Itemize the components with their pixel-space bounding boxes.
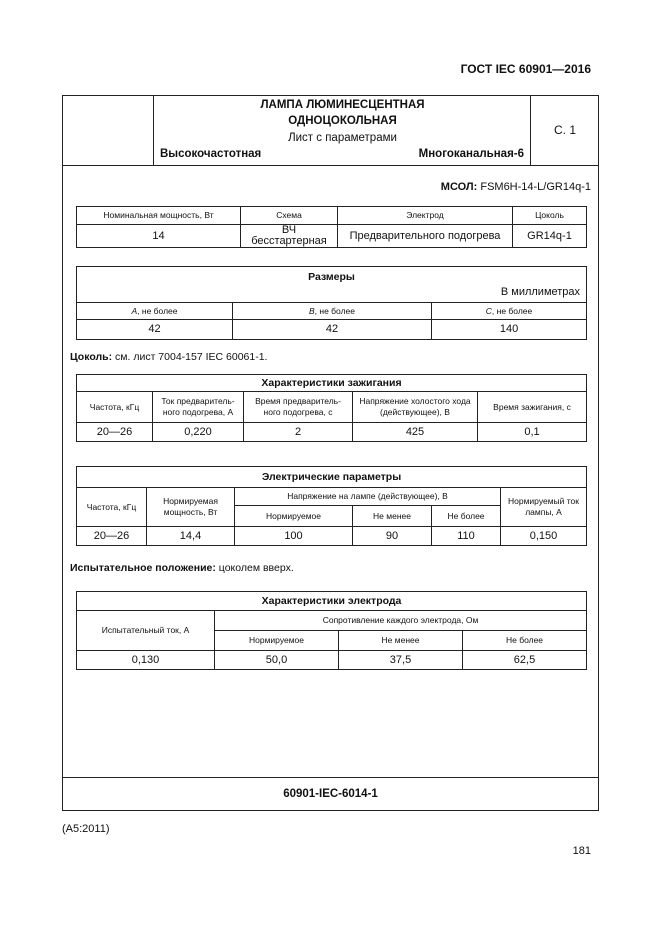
value-preheat-current: 0,220 [153, 423, 244, 442]
electrical-title: Электрические параметры [77, 467, 587, 488]
header-divider [62, 165, 599, 166]
amendment-note: (A5:2011) [62, 823, 110, 835]
dimensions-table [76, 266, 587, 340]
title-line-1: ЛАМПА ЛЮМИНЕСЦЕНТНАЯ [260, 99, 425, 111]
value-open-voltage: 425 [353, 423, 478, 442]
header-res-min: Не менее [339, 631, 463, 651]
value-electrode: Предварительного подогрева [338, 225, 513, 248]
dimensions-unit: В миллиметрах [500, 286, 581, 298]
value-power: 14 [77, 225, 241, 248]
header-left-cell [62, 95, 154, 165]
header-preheat-current: Ток предваритель- ного подогрева, А [153, 392, 244, 423]
value-cap: GR14q-1 [513, 225, 587, 248]
value-ignition-time: 0,1 [478, 423, 587, 442]
msol-value: FSM6H-14-L/GR14q-1 [480, 181, 591, 193]
footer-code: 60901-IEC-6014-1 [283, 788, 378, 800]
general-table [76, 206, 587, 248]
value-preheat-time: 2 [244, 423, 353, 442]
value-scheme: ВЧ бесстартерная [241, 225, 338, 248]
value-test-current: 0,130 [77, 651, 215, 670]
header-cap: Цоколь [513, 207, 587, 225]
lamp-type-right: Многоканальная-6 [418, 148, 524, 160]
ignition-title: Характеристики зажигания [77, 375, 587, 392]
header-res-nominal: Нормируемое [215, 631, 339, 651]
electrical-table [76, 466, 587, 546]
header-el-current: Нормируемый ток лампы, А [501, 488, 587, 527]
standard-number: ГОСТ IEC 60901—2016 [460, 62, 591, 76]
header-resistance: Сопротивление каждого электрода, Ом [215, 611, 587, 631]
dimensions-title-cell [77, 267, 587, 303]
footer-divider [62, 777, 599, 778]
header-dim-c: C, не более [432, 303, 587, 320]
page-number: 181 [572, 845, 591, 857]
dimensions-title: Размеры [308, 271, 355, 283]
value-dim-a: 42 [77, 320, 233, 340]
value-frequency: 20—26 [77, 423, 153, 442]
header-open-voltage: Напряжение холостого хода (действующее), В [353, 392, 478, 423]
value-dim-b: 42 [233, 320, 432, 340]
electrode-title: Характеристики электрода [77, 592, 587, 611]
value-dim-c: 140 [432, 320, 587, 340]
value-res-min: 37,5 [339, 651, 463, 670]
header-el-frequency: Частота, кГц [77, 488, 147, 527]
header-preheat-time: Время предваритель- ного подогрева, с [244, 392, 353, 423]
header-ignition-time: Время зажигания, с [478, 392, 587, 423]
header-dim-b: B, не более [233, 303, 432, 320]
header-title-cell [154, 95, 531, 165]
header-power: Номинальная мощность, Вт [77, 207, 241, 225]
sheet-page: С. 1 [553, 123, 576, 137]
electrode-table [76, 591, 587, 670]
header-scheme: Схема [241, 207, 338, 225]
header-el-nominal: Нормируемое [235, 506, 353, 527]
msol-label: МСОЛ: [440, 181, 478, 193]
value-el-power: 14,4 [147, 527, 235, 546]
title-line-2: ОДНОЦОКОЛЬНАЯ [288, 115, 397, 127]
msol-line [441, 181, 591, 193]
lamp-type-left: Высокочастотная [160, 148, 262, 160]
test-position-note: Испытательное положение: цоколем вверх. [70, 562, 294, 574]
value-res-nominal: 50,0 [215, 651, 339, 670]
header-frequency: Частота, кГц [77, 392, 153, 423]
header-el-voltage: Напряжение на лампе (действующее), В [235, 488, 501, 506]
header-dim-a: A, не более [77, 303, 233, 320]
value-res-max: 62,5 [463, 651, 587, 670]
cap-note: Цоколь: см. лист 7004-157 IEC 60061-1. [70, 351, 268, 363]
header-el-min: Не менее [353, 506, 432, 527]
header-test-current: Испытательный ток, А [77, 611, 215, 651]
value-el-min: 90 [353, 527, 432, 546]
header-res-max: Не более [463, 631, 587, 651]
sheet-subtitle: Лист с параметрами [288, 132, 397, 144]
header-el-power: Нормируемая мощность, Вт [147, 488, 235, 527]
value-el-current: 0,150 [501, 527, 587, 546]
header-electrode: Электрод [338, 207, 513, 225]
value-el-max: 110 [432, 527, 501, 546]
header-el-max: Не более [432, 506, 501, 527]
sheet-frame [62, 95, 599, 811]
value-el-nominal: 100 [235, 527, 353, 546]
ignition-table [76, 374, 587, 442]
value-el-frequency: 20—26 [77, 527, 147, 546]
